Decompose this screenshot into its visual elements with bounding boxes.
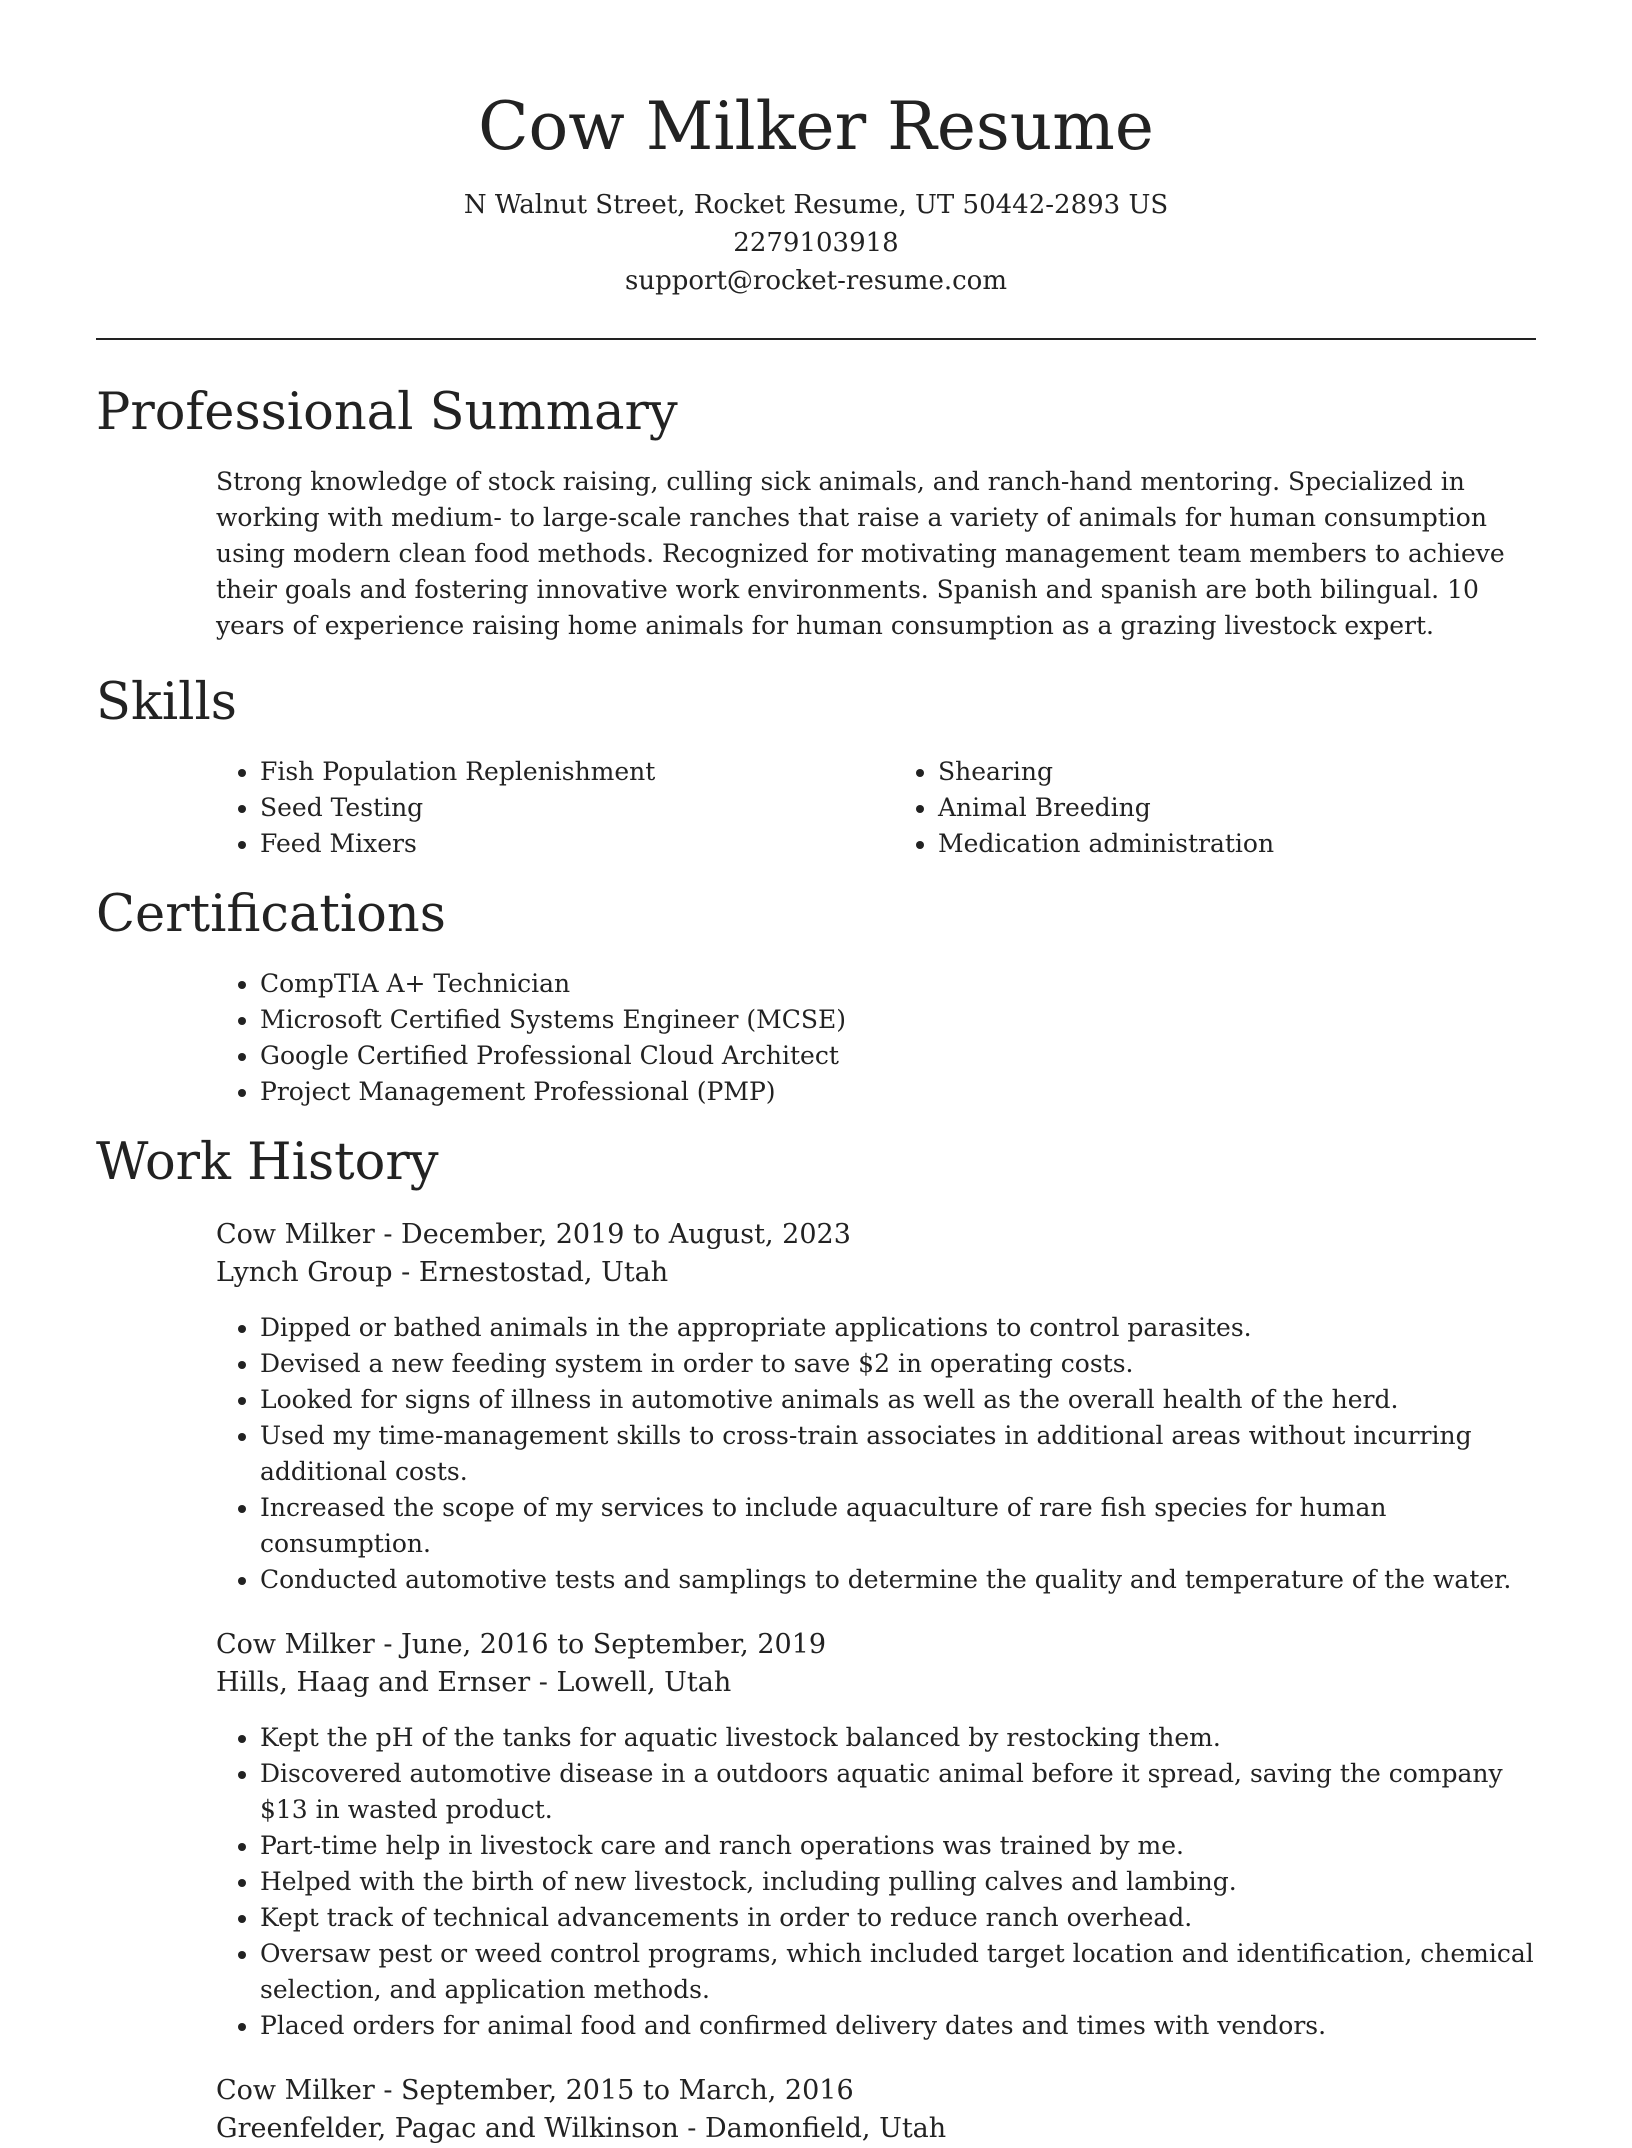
job-title-line: Cow Milker - September, 2015 to March, 2016 xyxy=(216,2075,854,2106)
skill-item: • Fish Population Replenishment xyxy=(260,754,910,790)
job-bullet: • Kept track of technical advancements in order to reduce ranch overhead. xyxy=(260,1900,1536,1936)
job-bullet: • Increased the scope of my services to include aquaculture of rare fish species for human consumption. xyxy=(260,1490,1536,1562)
work-history-list xyxy=(216,1216,1536,2148)
email: support@rocket-resume.com xyxy=(624,266,1007,296)
header-divider xyxy=(96,338,1536,340)
certifications-list xyxy=(96,966,1536,1110)
job-bullet: • Oversaw pest or weed control programs, which included target location and identification, chemical selection, and application methods. xyxy=(260,1936,1536,2008)
summary-text: Strong knowledge of stock raising, culling sick animals, and ranch-hand mentoring. Specialized in working with medium- to large-scale ranches that raise a variety of animals for human consumption using modern clean food methods. Recognized for motivating management team members to achieve their goals and fostering innovative work environments. Spanish and spanish are both bilingual. 10 years of experience raising home animals for human consumption as a grazing livestock expert. xyxy=(216,467,1505,640)
skill-item: • Seed Testing xyxy=(260,790,910,826)
job-company-line: Greenfelder, Pagac and Wilkinson - Damonfield, Utah xyxy=(216,2113,947,2144)
job-bullet: • Dipped or bathed animals in the appropriate applications to control parasites. xyxy=(260,1310,1536,1346)
job-bullet: • Helped with the birth of new livestock, including pulling calves and lambing. xyxy=(260,1864,1536,1900)
job-bullet: • Part-time help in livestock care and ranch operations was trained by me. xyxy=(260,1828,1536,1864)
certifications-heading: Certifications xyxy=(96,885,446,944)
skills-list xyxy=(96,754,1536,862)
job-header xyxy=(216,1626,1536,1702)
job-entry xyxy=(216,1216,1536,1598)
job-bullets xyxy=(216,1310,1536,1598)
skills-heading: Skills xyxy=(96,673,237,732)
address: N Walnut Street, Rocket Resume, UT 50442-2893 US xyxy=(463,190,1169,220)
certification-item: • CompTIA A+ Technician xyxy=(260,966,1536,1002)
job-bullet: • Conducted automotive tests and samplings to determine the quality and temperature of the water. xyxy=(260,1562,1536,1598)
resume-title: Cow Milker Resume xyxy=(478,88,1154,165)
phone: 2279103918 xyxy=(733,228,899,258)
job-entry xyxy=(216,1626,1536,2044)
job-bullet: • Placed orders for animal food and confirmed delivery dates and times with vendors. xyxy=(260,2008,1536,2044)
resume-header xyxy=(96,0,1536,300)
certification-item: • Project Management Professional (PMP) xyxy=(260,1074,1536,1110)
skill-item: • Animal Breeding xyxy=(938,790,1438,826)
job-bullet: • Discovered automotive disease in a outdoors aquatic animal before it spread, saving the company $13 in wasted product. xyxy=(260,1756,1536,1828)
job-bullet: • Devised a new feeding system in order to save $2 in operating costs. xyxy=(260,1346,1536,1382)
skills-column-2 xyxy=(910,754,1438,862)
job-entry xyxy=(216,2072,1536,2148)
skill-item: • Medication administration xyxy=(938,826,1438,862)
summary-heading: Professional Summary xyxy=(96,383,678,442)
skill-item: • Shearing xyxy=(938,754,1438,790)
contact-info xyxy=(96,186,1536,300)
work-history-heading: Work History xyxy=(96,1133,439,1192)
certification-item: • Google Certified Professional Cloud Architect xyxy=(260,1038,1536,1074)
certification-item: • Microsoft Certified Systems Engineer (MCSE) xyxy=(260,1002,1536,1038)
job-title-line: Cow Milker - June, 2016 to September, 2019 xyxy=(216,1629,827,1660)
job-bullet: • Looked for signs of illness in automotive animals as well as the overall health of the herd. xyxy=(260,1382,1536,1418)
job-company-line: Lynch Group - Ernestostad, Utah xyxy=(216,1257,669,1288)
job-bullet: • Used my time-management skills to cross-train associates in additional areas without incurring additional costs. xyxy=(260,1418,1536,1490)
job-bullet: • Kept the pH of the tanks for aquatic livestock balanced by restocking them. xyxy=(260,1720,1536,1756)
job-title-line: Cow Milker - December, 2019 to August, 2023 xyxy=(216,1219,851,1250)
job-header xyxy=(216,2072,1536,2148)
job-header xyxy=(216,1216,1536,1292)
skills-column-1 xyxy=(96,754,910,862)
job-company-line: Hills, Haag and Ernser - Lowell, Utah xyxy=(216,1667,732,1698)
job-bullets xyxy=(216,1720,1536,2044)
skill-item: • Feed Mixers xyxy=(260,826,910,862)
